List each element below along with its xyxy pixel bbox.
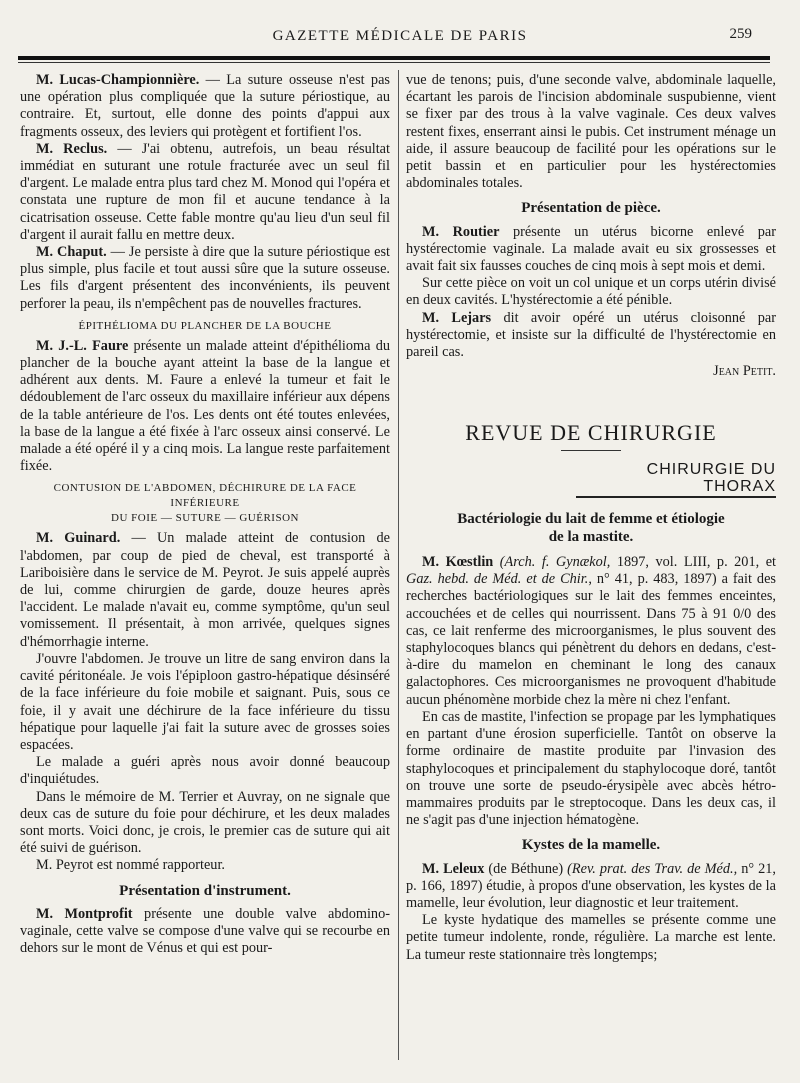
paragraph: vue de tenons; puis, d'une seconde valve, abdominale laquelle, écartant les parois de l'incision abdominale suspubienne, vient se fixer par des trous à la valve vaginale. Ces deux valves restent fixes, enserrant ainsi le pubis. Cet instrument ménage un aide, il assure beaucoup de facilité pour les opérations sur le petit bassin et en particulier pour les hystérectomies abdominales totales.: [406, 72, 776, 192]
column-divider: [398, 70, 399, 1060]
page-number: 259: [729, 26, 752, 42]
speaker-name: M. Leleux: [422, 860, 485, 877]
reference: (Arch. f. Gynækol,: [493, 554, 611, 571]
subsection-heading: CHIRURGIE DU THORAX: [576, 461, 776, 498]
paragraph-text: présente un malade atteint d'épithélioma du plancher de la bouche ayant atteint la base de la langue et adhérent aux dents. M. Faure a enlevé la tumeur et fait le dédoublement de l'arc osseux du maxillaire inférieur aux dépens de la table antérieure de l'os. Les dents ont été toutes enlevées, la base de la langue a été fixée à l'arc osseux ainsi conservé. Le malade a été opéré il y a cinq mois. La langue reste parfaitement fixée.: [20, 337, 390, 475]
speaker-name: M. Reclus.: [36, 140, 108, 157]
paragraph-text: — Je persiste à dire que la suture périostique est plus simple, plus facile et tout aussi sûre que la suture osseuse. Les fils d'argent présentent des inconvénients, ils peuvent perforer la peau, ils n'empêchent pas de nouvelles fractures.: [20, 244, 390, 312]
paragraph-text: présente une double valve abdomino-vaginale, cette valve se compose d'une valve qui se recourbe en dehors sur le mont de Vénus et qui est pour-: [20, 905, 390, 957]
header-rule-thin: [18, 62, 770, 63]
paragraph-text: 1897, vol. LIII, p. 201, et: [610, 554, 777, 571]
article-title-line: de la mastite.: [548, 529, 634, 546]
paragraph: [406, 310, 776, 362]
paragraph: [20, 244, 390, 313]
section-heading-line: CONTUSION DE L'ABDOMEN, DÉCHIRURE DE LA FACE INFÉRIEURE: [53, 482, 357, 510]
paragraph: J'ouvre l'abdomen. Je trouve un litre de sang environ dans la cavité péritonéale. Je vois l'épiploon gastro-hépatique désinséré de la face inférieure du foie mobile et saignant. Puis, sous ce foie, il y avait une déchirure de la face inférieure du tissu hépatique pour laquelle j'ai fait la suture avec de grosses soies espacées.: [20, 650, 390, 753]
paragraph: M. Peyrot est nommé rapporteur.: [36, 857, 226, 874]
paragraph: [20, 141, 390, 244]
page-header: [0, 22, 800, 48]
paragraph: Le malade a guéri après nous avoir donné beaucoup d'inquiétudes.: [20, 754, 390, 788]
paragraph-text: dit avoir opéré un utérus cloisonné par hystérectomie, et insiste sur la difficulté de l'hystérectomie en pareil cas.: [406, 309, 776, 361]
section-heading-line: DU FOIE — SUTURE — GUÉRISON: [111, 512, 299, 525]
signature: Jean Petit.: [713, 363, 776, 380]
speaker-name: M. Lucas-Championnière.: [36, 72, 200, 88]
paragraph: En cas de mastite, l'infection se propage par les lymphatiques en partant d'une érosion superficielle. Tantôt on observe la forme ordinaire de mastite produite par l'invasion des staphylocoques et principalement du staphylocoque doré, tantôt on trouve une sorte de pseudo-érysipèle avec abcès hétro-mammaires produits par le streptocoque. Dans les deux cas, il ne s'agit pas d'une injection hématogène.: [406, 708, 776, 829]
paragraph: [20, 530, 390, 650]
paragraph: [406, 224, 776, 276]
speaker-name: M. Kœstlin: [422, 554, 494, 571]
paragraph-text: (de Béthune): [484, 860, 568, 877]
paragraph: Le kyste hydatique des mamelles se présente comme une petite tumeur indolente, ronde, régulière. La marche est lente. La tumeur reste stationnaire très longtemps;: [406, 912, 776, 963]
section-heading: Présentation d'instrument.: [119, 882, 291, 899]
speaker-name: M. Montprofit: [36, 905, 133, 922]
paragraph: [406, 554, 776, 709]
journal-title: GAZETTE MÉDICALE DE PARIS: [272, 28, 528, 44]
speaker-name: M. Lejars: [422, 309, 492, 326]
reference: Gaz. hebd. de Méd. et de Chir.: [406, 571, 589, 588]
revue-title: REVUE DE CHIRURGIE: [465, 420, 717, 446]
paragraph-text: — La suture osseuse n'est pas une opération plus compliquée que la suture périostique, au contraire. Et, surtout, elle donne des points d'appui aux fragments osseux, des leviers qui protègent et fortifient l'os.: [20, 72, 390, 140]
paragraph: [20, 72, 390, 141]
speaker-name: M. Guinard.: [36, 530, 121, 547]
left-column: [20, 72, 390, 957]
article-title: [406, 510, 776, 546]
reference: (Rev. prat. des Trav. de Méd.,: [567, 860, 738, 877]
paragraph: [20, 338, 390, 476]
article-title-line: Bactériologie du lait de femme et étiologie: [457, 511, 725, 528]
paragraph-text: — J'ai obtenu, autrefois, un beau résultat immédiat en suturant une rotule fracturée avec un seul fil d'argent. Le malade entra plus tard chez M. Monod qui l'opéra et constata une rupture de mon fil et aucune tendance à la cicatrisation osseuse. Cette fable montre qu'au lieu d'un seul fil d'argent il aurait fallu en mettre deux.: [20, 140, 390, 243]
paragraph: Dans le mémoire de M. Terrier et Auvray, on ne signale que deux cas de suture du foie pour déchirure, et les deux malades sont morts. Voici donc, je crois, le premier cas de suture qui ait été suivi de guérison.: [20, 788, 390, 857]
paragraph-text: présente un utérus bicorne enlevé par hystérectomie vaginale. La malade avait eu six grossesses et avait fait six fausses couches de cinq mois à sept mois et demi.: [406, 223, 776, 275]
paragraph-text: , n° 41, p. 483, 1897) a fait des recherches bactériologiques sur le lait des femmes enceintes, accouchées et de celles qui nourrissent. Dans 75 à 91 0/0 des cas, ce lait renferme des microorganismes, le plus souvent des staphylocoques blancs qui pénètrent du dehors en dedans, c'est-à-dire du mamelon en cheminant le long des canaux galactophores. Ces microorganismes ne provoquent d'habitude aucun phénomène morbide chez la mère ni chez l'enfant.: [406, 571, 776, 708]
title-rule: [561, 450, 621, 451]
paragraph-text: n° 21, p. 166, 1897) étudie, à propos d'une observation, les kystes de la mamelle, leur évolution, leur diagnostic et leur traitement.: [406, 860, 776, 911]
paragraph: [20, 906, 390, 958]
section-heading: Présentation de pièce.: [521, 200, 661, 217]
paragraph-text: — Un malade atteint de contusion de l'abdomen, par coup de pied de cheval, est transporté à Lariboisière dans le service de M. Peyrot. Je suis appelé auprès de lui, comme chirurgien de garde, douze heures après l'accident. Le malade n'avait eu, comme symptôme, qu'un seul vomissement. Il présentait, à mon arrivée, quelques signes d'hémorrhagie interne.: [20, 530, 390, 650]
paragraph: [406, 861, 776, 913]
speaker-name: M. Routier: [422, 223, 500, 240]
paragraph: Sur cette pièce on voit un col unique et un corps utérin divisé en deux cavités. L'hystérectomie a été pénible.: [406, 275, 776, 309]
speaker-name: M. Chaput.: [36, 244, 107, 261]
article-title: Kystes de la mamelle.: [521, 837, 661, 854]
section-heading: ÉPITHÉLIOMA DU PLANCHER DE LA BOUCHE: [78, 319, 332, 332]
speaker-name: M. J.-L. Faure: [36, 337, 129, 354]
section-heading: [20, 481, 390, 526]
header-rule-thick: [18, 56, 770, 60]
right-column: [406, 72, 776, 964]
